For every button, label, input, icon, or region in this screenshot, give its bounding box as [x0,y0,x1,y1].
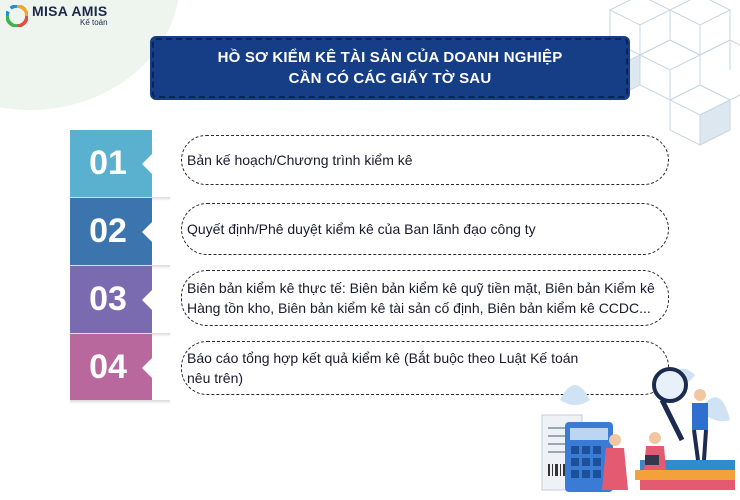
tab-shadow [70,400,170,404]
step-text: Báo cáo tổng hợp kết quả kiểm kê (Bắt buộc theo Luật Kế toán nêu trên) [187,350,579,386]
tab-notch [142,221,153,243]
step-item-02 [181,203,669,255]
tab-notch [142,153,153,175]
step-number: 03 [89,280,127,318]
title-banner [152,38,628,98]
step-item-03 [181,270,669,326]
brand-sub: Kế toán [79,18,108,27]
title-line-2: CẦN CÓ CÁC GIẤY TỜ SAU [288,70,492,87]
step-number: 02 [89,212,127,250]
step-number: 04 [89,348,127,386]
step-tab-01 [70,130,152,197]
title-line-1: HỒ SƠ KIỂM KÊ TÀI SẢN CỦA DOANH NGHIỆP [217,49,563,66]
step-item-01 [181,135,669,185]
step-text: Biên bản kiểm kê thực tế: Biên bản kiểm kê quỹ tiền mặt, Biên bản Kiểm kê Hàng tồn kho, Biên bản kiểm kê tài sản cố định, Biên bản kiểm kê CCDC... [187,280,655,316]
misa-logo-icon [6,5,28,27]
step-text: Quyết định/Phê duyệt kiểm kê của Ban lãnh đạo công ty [187,221,536,237]
tab-notch [142,289,153,311]
brand-logo[interactable] [6,4,108,27]
tab-notch [142,357,153,379]
step-tab-03 [70,266,152,333]
step-tab-04 [70,334,152,401]
step-number: 01 [89,144,127,182]
brand-name: MISA AMIS [32,3,108,19]
accounting-illustration-icon [520,360,740,500]
step-tab-02 [70,198,152,265]
step-text: Bản kế hoạch/Chương trình kiểm kê [187,152,413,168]
